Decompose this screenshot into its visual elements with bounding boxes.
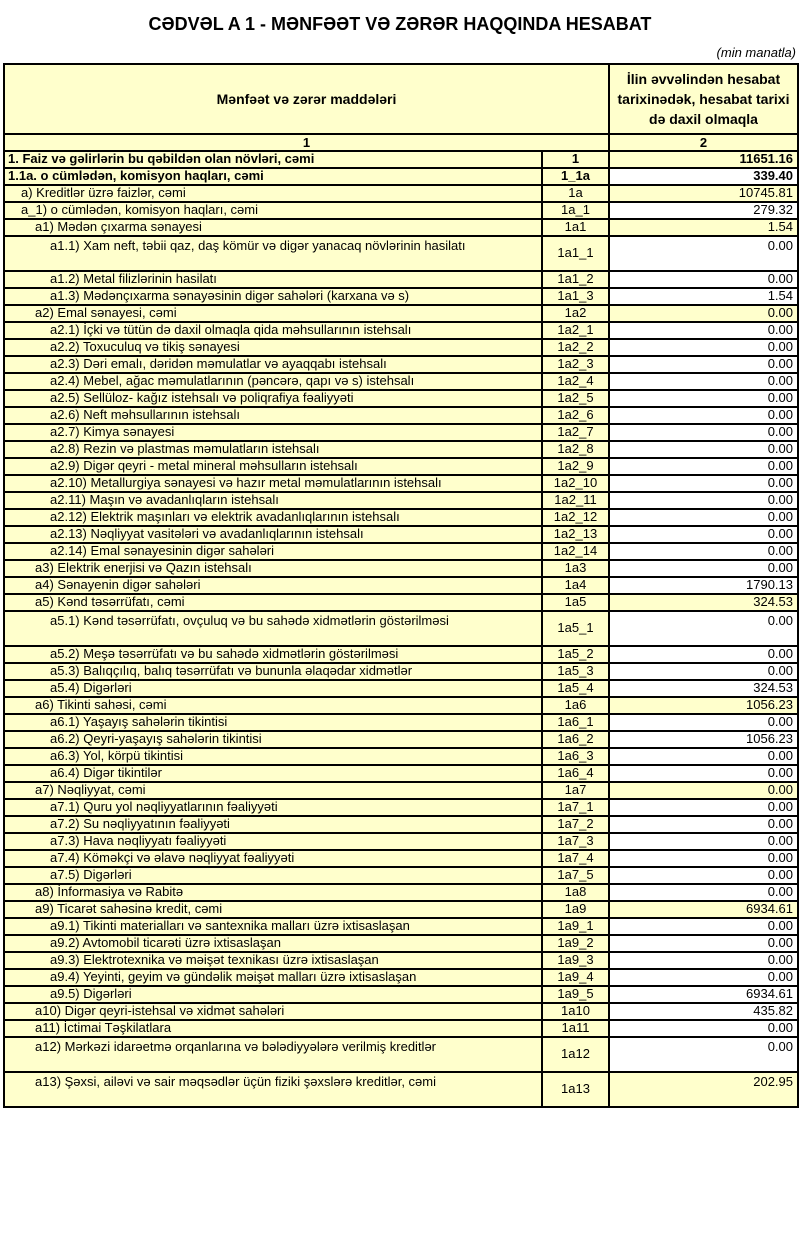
item-code-cell: 1a5_4	[542, 680, 609, 697]
item-name-cell: a9.5) Digərləri	[4, 986, 542, 1003]
item-code-cell: 1	[542, 151, 609, 168]
item-code-cell: 1a2	[542, 305, 609, 322]
item-value-cell: 0.00	[609, 646, 798, 663]
item-name-cell: 1. Faiz və gəlirlərin bu qəbildən olan növləri, cəmi	[4, 151, 542, 168]
table-row	[4, 714, 798, 731]
item-value-cell: 0.00	[609, 748, 798, 765]
item-value-cell: 0.00	[609, 969, 798, 986]
item-value-cell: 0.00	[609, 390, 798, 407]
item-name-cell: 1.1a. o cümlədən, komisyon haqları, cəmi	[4, 168, 542, 185]
item-value-cell: 0.00	[609, 1037, 798, 1072]
item-name-cell: a2) Emal sənayesi, cəmi	[4, 305, 542, 322]
item-value-cell: 0.00	[609, 952, 798, 969]
item-value-cell: 6934.61	[609, 986, 798, 1003]
item-name-cell: a7.4) Köməkçi və əlavə nəqliyyat fəaliyyəti	[4, 850, 542, 867]
item-code-cell: 1a_1	[542, 202, 609, 219]
item-code-cell: 1a5_2	[542, 646, 609, 663]
table-row	[4, 918, 798, 935]
item-value-cell: 0.00	[609, 867, 798, 884]
item-name-cell: a5.2) Meşə təsərrüfatı və bu sahədə xidmətlərin göstərilməsi	[4, 646, 542, 663]
table-row	[4, 867, 798, 884]
item-name-cell: a13) Şəxsi, ailəvi və sair məqsədlər üçün fiziki şəxslərə kreditlər, cəmi	[4, 1072, 542, 1107]
item-name-cell: a2.7) Kimya sənayesi	[4, 424, 542, 441]
item-name-cell: a2.6) Neft məhsullarının istehsalı	[4, 407, 542, 424]
unit-note: (min manatla)	[716, 45, 796, 60]
item-value-cell: 10745.81	[609, 185, 798, 202]
item-value-cell: 339.40	[609, 168, 798, 185]
table-row	[4, 151, 798, 168]
table-row	[4, 322, 798, 339]
item-value-cell: 0.00	[609, 441, 798, 458]
item-code-cell: 1a2_6	[542, 407, 609, 424]
item-value-cell: 1790.13	[609, 577, 798, 594]
table-row	[4, 816, 798, 833]
table-row	[4, 390, 798, 407]
item-name-cell: a2.10) Metallurgiya sənayesi və hazır metal məmulatlarının istehsalı	[4, 475, 542, 492]
table-row	[4, 543, 798, 560]
item-name-cell: a2.1) İçki və tütün də daxil olmaqla qida məhsullarının istehsalı	[4, 322, 542, 339]
item-code-cell: 1a2_4	[542, 373, 609, 390]
item-value-cell: 0.00	[609, 714, 798, 731]
item-name-cell: a2.3) Dəri emalı, dəridən məmulatlar və ayaqqabı istehsalı	[4, 356, 542, 373]
item-code-cell: 1a9_1	[542, 918, 609, 935]
item-code-cell: 1a2_14	[542, 543, 609, 560]
table-row	[4, 986, 798, 1003]
table-row	[4, 935, 798, 952]
table-row	[4, 288, 798, 305]
table-row	[4, 969, 798, 986]
item-value-cell: 11651.16	[609, 151, 798, 168]
item-name-cell: a2.11) Maşın və avadanlıqların istehsalı	[4, 492, 542, 509]
table-row	[4, 475, 798, 492]
item-code-cell: 1a6_2	[542, 731, 609, 748]
table-row	[4, 356, 798, 373]
item-value-cell: 0.00	[609, 850, 798, 867]
item-code-cell: 1a5_3	[542, 663, 609, 680]
item-name-cell: a2.12) Elektrik maşınları və elektrik avadanlıqlarının istehsalı	[4, 509, 542, 526]
table-row	[4, 799, 798, 816]
item-code-cell: 1a9_2	[542, 935, 609, 952]
table-row	[4, 594, 798, 611]
table-row	[4, 697, 798, 714]
item-name-cell: a2.5) Sellüloz- kağız istehsalı və poliqrafiya fəaliyyəti	[4, 390, 542, 407]
item-name-cell: a5) Kənd təsərrüfatı, cəmi	[4, 594, 542, 611]
item-value-cell: 1.54	[609, 219, 798, 236]
item-name-cell: a6.1) Yaşayış sahələrin tikintisi	[4, 714, 542, 731]
item-name-cell: a7.3) Hava nəqliyyatı fəaliyyəti	[4, 833, 542, 850]
item-value-cell: 0.00	[609, 458, 798, 475]
table-row	[4, 1020, 798, 1037]
item-code-cell: 1a5	[542, 594, 609, 611]
item-code-cell: 1a6_4	[542, 765, 609, 782]
item-code-cell: 1a1_3	[542, 288, 609, 305]
item-name-cell: a11) İctimai Təşkilatlara	[4, 1020, 542, 1037]
table-row	[4, 680, 798, 697]
table-row	[4, 373, 798, 390]
item-code-cell: 1a10	[542, 1003, 609, 1020]
item-name-cell: a8) İnformasiya və Rabitə	[4, 884, 542, 901]
table-row	[4, 560, 798, 577]
item-name-cell: a2.8) Rezin və plastmas məmulatların istehsalı	[4, 441, 542, 458]
item-name-cell: a9.2) Avtomobil ticarəti üzrə ixtisaslaşan	[4, 935, 542, 952]
item-code-cell: 1a	[542, 185, 609, 202]
table-row	[4, 168, 798, 185]
page-title: CƏDVƏL A 1 - MƏNFƏƏT VƏ ZƏRƏR HAQQINDA HESABAT	[148, 14, 652, 34]
item-value-cell: 0.00	[609, 918, 798, 935]
item-value-cell: 0.00	[609, 373, 798, 390]
item-code-cell: 1a2_10	[542, 475, 609, 492]
item-value-cell: 202.95	[609, 1072, 798, 1107]
table-row	[4, 765, 798, 782]
item-value-cell: 0.00	[609, 884, 798, 901]
item-value-cell: 0.00	[609, 543, 798, 560]
table-row	[4, 185, 798, 202]
item-value-cell: 0.00	[609, 322, 798, 339]
item-code-cell: 1a7_3	[542, 833, 609, 850]
item-name-cell: a9.1) Tikinti materialları və santexnika malları üzrə ixtisaslaşan	[4, 918, 542, 935]
table-row	[4, 577, 798, 594]
table-body	[4, 151, 798, 1107]
item-name-cell: a6) Tikinti sahəsi, cəmi	[4, 697, 542, 714]
item-name-cell: a) Kreditlər üzrə faizlər, cəmi	[4, 185, 542, 202]
item-name-cell: a9) Ticarət sahəsinə kredit, cəmi	[4, 901, 542, 918]
item-code-cell: 1a2_13	[542, 526, 609, 543]
table-row	[4, 646, 798, 663]
table-row	[4, 441, 798, 458]
item-value-cell: 0.00	[609, 611, 798, 646]
table-row	[4, 611, 798, 646]
item-name-cell: a7.1) Quru yol nəqliyyatlarının fəaliyyəti	[4, 799, 542, 816]
table-row	[4, 271, 798, 288]
item-code-cell: 1a7_2	[542, 816, 609, 833]
item-value-cell: 0.00	[609, 356, 798, 373]
table-row	[4, 526, 798, 543]
table-row	[4, 952, 798, 969]
table-row	[4, 492, 798, 509]
table-row	[4, 782, 798, 799]
item-code-cell: 1a1	[542, 219, 609, 236]
item-code-cell: 1a2_7	[542, 424, 609, 441]
table-row	[4, 458, 798, 475]
item-name-cell: a7) Nəqliyyat, cəmi	[4, 782, 542, 799]
table-header-row	[4, 64, 798, 134]
item-name-cell: a7.5) Digərləri	[4, 867, 542, 884]
item-value-cell: 0.00	[609, 833, 798, 850]
item-code-cell: 1a7	[542, 782, 609, 799]
item-value-cell: 0.00	[609, 509, 798, 526]
item-value-cell: 0.00	[609, 765, 798, 782]
item-value-cell: 0.00	[609, 560, 798, 577]
item-value-cell: 1.54	[609, 288, 798, 305]
item-value-cell: 0.00	[609, 236, 798, 271]
item-code-cell: 1_1a	[542, 168, 609, 185]
item-value-cell: 279.32	[609, 202, 798, 219]
table-row	[4, 339, 798, 356]
table-row	[4, 1037, 798, 1072]
items-column-header: Mənfəət və zərər maddələri	[4, 64, 609, 134]
item-code-cell: 1a2_11	[542, 492, 609, 509]
item-code-cell: 1a4	[542, 577, 609, 594]
item-value-cell: 0.00	[609, 407, 798, 424]
item-name-cell: a2.14) Emal sənayesinin digər sahələri	[4, 543, 542, 560]
item-value-cell: 0.00	[609, 935, 798, 952]
item-value-cell: 0.00	[609, 424, 798, 441]
item-code-cell: 1a6_3	[542, 748, 609, 765]
item-value-cell: 0.00	[609, 799, 798, 816]
item-code-cell: 1a2_8	[542, 441, 609, 458]
column-number-row	[4, 134, 798, 151]
item-name-cell: a10) Digər qeyri-istehsal və xidmət sahələri	[4, 1003, 542, 1020]
item-value-cell: 0.00	[609, 475, 798, 492]
item-code-cell: 1a1_2	[542, 271, 609, 288]
table-row	[4, 1003, 798, 1020]
item-name-cell: a7.2) Su nəqliyyatının fəaliyyəti	[4, 816, 542, 833]
item-name-cell: a_1) o cümlədən, komisyon haqları, cəmi	[4, 202, 542, 219]
item-name-cell: a3) Elektrik enerjisi və Qazın istehsalı	[4, 560, 542, 577]
item-name-cell: a2.9) Digər qeyri - metal mineral məhsulların istehsalı	[4, 458, 542, 475]
item-value-cell: 0.00	[609, 663, 798, 680]
item-name-cell: a1.2) Metal filizlərinin hasilatı	[4, 271, 542, 288]
table-row	[4, 850, 798, 867]
item-name-cell: a9.3) Elektrotexnika və məişət texnikası üzrə ixtisaslaşan	[4, 952, 542, 969]
item-code-cell: 1a5_1	[542, 611, 609, 646]
table-row	[4, 305, 798, 322]
item-value-cell: 0.00	[609, 492, 798, 509]
item-value-cell: 0.00	[609, 271, 798, 288]
item-code-cell: 1a13	[542, 1072, 609, 1107]
item-value-cell: 0.00	[609, 782, 798, 799]
item-code-cell: 1a2_9	[542, 458, 609, 475]
table-row	[4, 407, 798, 424]
item-value-cell: 1056.23	[609, 731, 798, 748]
item-code-cell: 1a12	[542, 1037, 609, 1072]
item-name-cell: a2.2) Toxuculuq və tikiş sənayesi	[4, 339, 542, 356]
item-code-cell: 1a9_3	[542, 952, 609, 969]
item-value-cell: 435.82	[609, 1003, 798, 1020]
item-name-cell: a1) Mədən çıxarma sənayesi	[4, 219, 542, 236]
item-name-cell: a5.1) Kənd təsərrüfatı, ovçuluq və bu sahədə xidmətlərin göstərilməsi	[4, 611, 542, 646]
item-value-cell: 0.00	[609, 526, 798, 543]
item-value-cell: 0.00	[609, 339, 798, 356]
column-number-1: 1	[4, 134, 609, 151]
item-value-cell: 1056.23	[609, 697, 798, 714]
item-name-cell: a12) Mərkəzi idarəetmə orqanlarına və bələdiyyələrə verilmiş kreditlər	[4, 1037, 542, 1072]
table-row	[4, 663, 798, 680]
item-code-cell: 1a3	[542, 560, 609, 577]
table-row	[4, 424, 798, 441]
column-number-2: 2	[609, 134, 798, 151]
item-code-cell: 1a11	[542, 1020, 609, 1037]
item-name-cell: a4) Sənayenin digər sahələri	[4, 577, 542, 594]
table-row	[4, 1072, 798, 1107]
item-code-cell: 1a7_5	[542, 867, 609, 884]
item-value-cell: 0.00	[609, 305, 798, 322]
item-code-cell: 1a9	[542, 901, 609, 918]
item-name-cell: a5.4) Digərləri	[4, 680, 542, 697]
item-name-cell: a9.4) Yeyinti, geyim və gündəlik məişət malları üzrə ixtisaslaşan	[4, 969, 542, 986]
profit-loss-table	[3, 63, 799, 1108]
item-code-cell: 1a6_1	[542, 714, 609, 731]
item-value-cell: 0.00	[609, 1020, 798, 1037]
item-code-cell: 1a6	[542, 697, 609, 714]
item-value-cell: 324.53	[609, 680, 798, 697]
item-name-cell: a2.13) Nəqliyyat vasitələri və avadanlıqlarının istehsalı	[4, 526, 542, 543]
item-code-cell: 1a1_1	[542, 236, 609, 271]
item-value-cell: 0.00	[609, 816, 798, 833]
item-code-cell: 1a9_5	[542, 986, 609, 1003]
item-code-cell: 1a2_1	[542, 322, 609, 339]
table-row	[4, 509, 798, 526]
item-code-cell: 1a2_12	[542, 509, 609, 526]
item-name-cell: a1.1) Xam neft, təbii qaz, daş kömür və digər yanacaq növlərinin hasilatı	[4, 236, 542, 271]
item-name-cell: a1.3) Mədənçıxarma sənayəsinin digər sahələri (karxana və s)	[4, 288, 542, 305]
table-row	[4, 236, 798, 271]
item-code-cell: 1a2_3	[542, 356, 609, 373]
item-name-cell: a5.3) Balıqçılıq, balıq təsərrüfatı və bununla əlaqədar xidmətlər	[4, 663, 542, 680]
item-code-cell: 1a2_5	[542, 390, 609, 407]
item-name-cell: a6.4) Digər tikintilər	[4, 765, 542, 782]
item-name-cell: a2.4) Mebel, ağac məmulatlarının (pəncərə, qapı və s) istehsalı	[4, 373, 542, 390]
table-row	[4, 833, 798, 850]
table-row	[4, 731, 798, 748]
item-code-cell: 1a7_1	[542, 799, 609, 816]
table-row	[4, 748, 798, 765]
item-value-cell: 324.53	[609, 594, 798, 611]
table-row	[4, 901, 798, 918]
value-column-header: İlin əvvəlindən hesabat tarixinədək, hesabat tarixi də daxil olmaqla	[609, 64, 798, 134]
item-code-cell: 1a8	[542, 884, 609, 901]
item-code-cell: 1a7_4	[542, 850, 609, 867]
item-code-cell: 1a9_4	[542, 969, 609, 986]
table-row	[4, 884, 798, 901]
table-row	[4, 202, 798, 219]
item-value-cell: 6934.61	[609, 901, 798, 918]
item-code-cell: 1a2_2	[542, 339, 609, 356]
item-name-cell: a6.2) Qeyri-yaşayış sahələrin tikintisi	[4, 731, 542, 748]
table-row	[4, 219, 798, 236]
item-name-cell: a6.3) Yol, körpü tikintisi	[4, 748, 542, 765]
